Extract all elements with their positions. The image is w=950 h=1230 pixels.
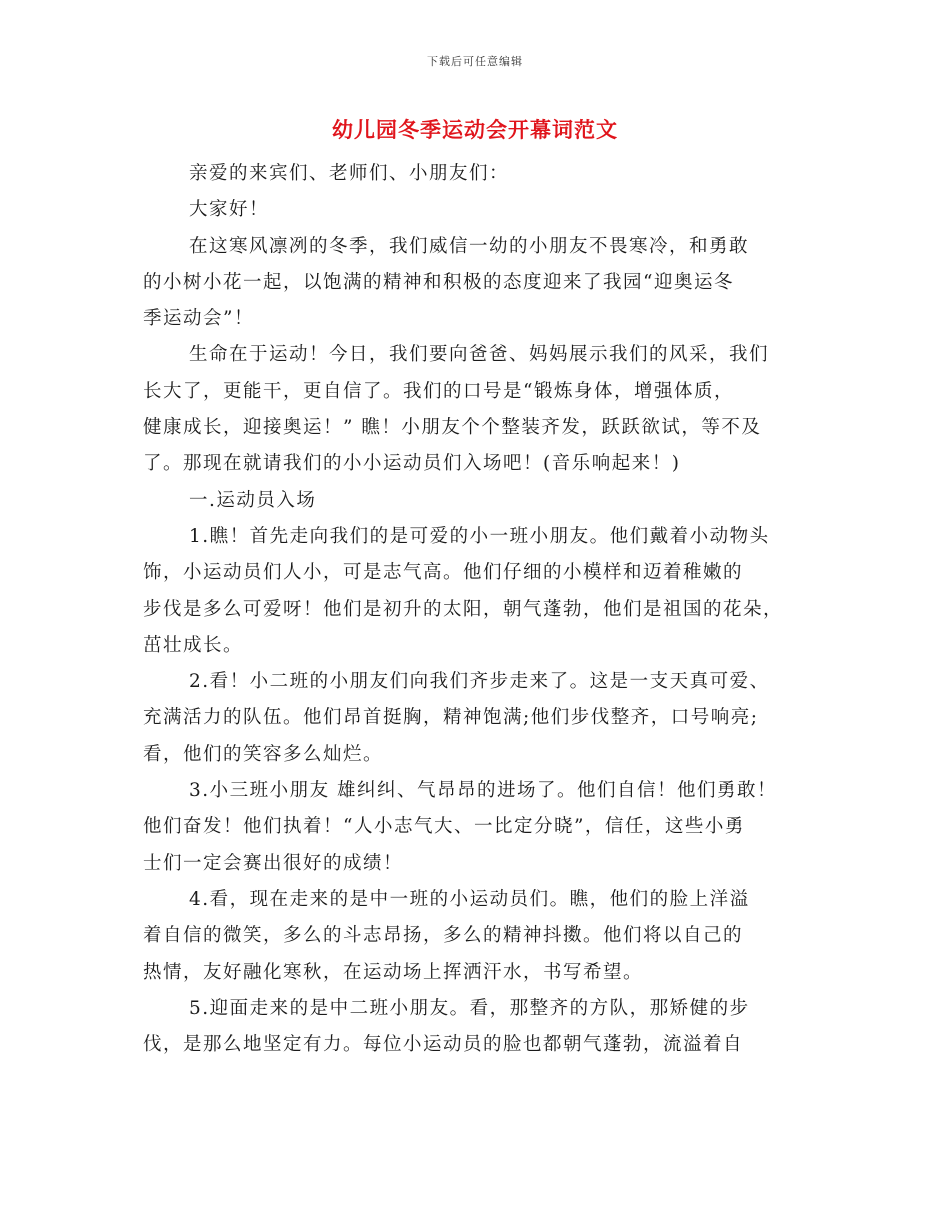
text-line: 亲爱的来宾们、老师们、小朋友们： [189,163,510,184]
text-line: 士们一定会赛出很好的成绩！ [143,852,404,874]
text-line: 长大了，更能干，更自信了。我们的口号是“锻炼身体，增强体质， [143,380,734,402]
text-line: 5.迎面走来的是中二班小朋友。看，那整齐的方队，那矫健的步 [189,997,750,1019]
text-line: 饰，小运动员们人小，可是志气高。他们仔细的小模样和迈着稚嫩的 [143,562,744,584]
document-body [143,156,813,1063]
text-line: 的小树小花一起，以饱满的精神和积极的态度迎来了我园“迎奥运冬 [143,271,734,293]
text-line: 伐，是那么地坚定有力。每位小运动员的脸也都朝气蓬勃，流溢着自 [143,1034,744,1056]
document-title: 幼儿园冬季运动会开幕词范文 [332,117,618,142]
header-note: 下载后可任意编辑 [427,55,523,68]
text-line: 在这寒风凛冽的冬季，我们威信一幼的小朋友不畏寒冷，和勇敢 [189,235,750,257]
text-line: 着自信的微笑，多么的斗志昂扬，多么的精神抖擞。他们将以自己的 [143,925,744,947]
text-line: 充满活力的队伍。他们昂首挺胸，精神饱满;他们步伐整齐，口号响亮; [143,707,759,729]
text-line: 大家好！ [189,199,270,221]
text-line: 季运动会”！ [143,308,254,330]
text-line: 一.运动员入场 [189,489,317,511]
text-line: 3.小三班小朋友 雄纠纠、气昂昂的进场了。他们自信！他们勇敢！ [189,780,778,802]
text-line: 看，他们的笑容多么灿烂。 [143,743,384,765]
text-line: 4.看，现在走来的是中一班的小运动员们。瞧，他们的脸上洋溢 [189,888,750,910]
text-line: 了。那现在就请我们的小小运动员们入场吧！(音乐响起来！) [143,453,681,475]
text-line: 茁壮成长。 [143,634,244,656]
text-line: 他们奋发！他们执着！“人小志气大、一比定分晓”，信任，这些小勇 [143,816,745,838]
text-line: 热情，友好融化寒秋，在运动场上挥洒汗水，书写希望。 [143,961,644,983]
text-line: 2.看！小二班的小朋友们向我们齐步走来了。这是一支天真可爱、 [189,671,770,693]
text-line: 步伐是多么可爱呀！他们是初升的太阳，朝气蓬勃，他们是祖国的花朵， [143,598,784,620]
text-line: 生命在于运动！今日，我们要向爸爸、妈妈展示我们的风采，我们 [189,344,770,366]
text-line: 健康成长，迎接奥运！” 瞧！小朋友个个整装齐发，跃跃欲试，等不及 [143,417,762,439]
text-line: 1.瞧！首先走向我们的是可爱的小一班小朋友。他们戴着小动物头 [189,525,770,547]
